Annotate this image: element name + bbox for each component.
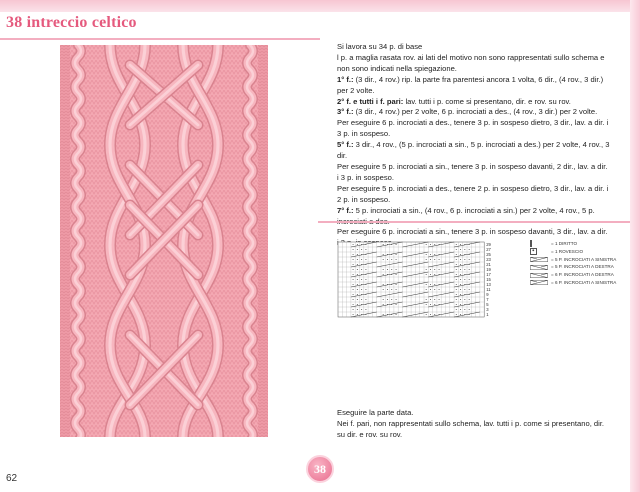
legend-text: = 5 P. INCROCIATI A SINISTRA <box>551 256 617 262</box>
row-label: 1° f.: <box>337 74 356 84</box>
legend-item <box>530 240 616 248</box>
row-text: 5 p. incrociati a sin., (4 rov., 6 p. incrociati a sin.) per 2 volte, 4 rov., 5 p. <box>355 205 595 215</box>
legend-item <box>530 279 616 287</box>
chart-row-number: 9 <box>486 292 489 297</box>
top-decorative-band <box>0 0 640 12</box>
instruction-row <box>337 97 610 108</box>
instructions-text <box>337 42 610 249</box>
cable-5-right-icon <box>530 265 548 270</box>
row-text: Per eseguire 5 p. incrociati a sin., tenere 3 p. in sospeso davanti, 2 dir., lav. a dir. i 3 p. in sospeso. <box>337 161 608 182</box>
page-edge-tint <box>630 0 640 492</box>
chart-row-number: 11 <box>486 287 491 292</box>
pattern-number-badge: 38 <box>306 455 334 483</box>
row-text: Per eseguire 6 p. incrociati a des., tenere 3 p. in sospeso dietro, 3 dir., lav. a dir. i 3 p. in sospeso. <box>337 118 609 139</box>
instruction-row <box>337 162 610 184</box>
page-number: 62 <box>6 473 18 484</box>
row-label: 5° f.: <box>337 140 356 150</box>
instruction-row <box>337 75 610 97</box>
knitting-swatch-photo <box>60 45 268 437</box>
page-title: 38 intreccio celtico <box>6 14 137 31</box>
chart-row-number: 15 <box>486 277 491 282</box>
knitting-chart <box>337 241 497 321</box>
chart-legend <box>530 240 616 287</box>
chart-row-number: 7 <box>486 297 489 302</box>
instruction-row <box>337 107 610 118</box>
chart-row-number: 29 <box>486 242 491 247</box>
chart-row-number: 21 <box>486 262 491 267</box>
section-divider <box>318 221 640 223</box>
instruction-row <box>337 140 610 162</box>
chart-row-number: 19 <box>486 267 491 272</box>
instruction-row <box>337 206 610 228</box>
title-divider <box>0 38 320 40</box>
closing-line-2: Nei f. pari, non rappresentati sullo schema, lav. tutti i p. come si presentano, dir. su dir. e rov. su rov. <box>337 419 605 439</box>
chart-row-number: 13 <box>486 282 491 287</box>
chart-row-number: 5 <box>486 302 489 307</box>
chart-row-number: 1 <box>486 312 489 317</box>
closing-line-1: Eseguire la parte data. <box>337 408 414 417</box>
legend-text: = 6 P. INCROCIATI A SINISTRA <box>551 279 617 285</box>
closing-text <box>337 407 607 440</box>
row-label: 3° f.: <box>337 107 356 117</box>
row-text: (3 dir., 4 rov.) per 2 volte, 6 p. incrociati a des., (4 rov., 3 dir.) per 2 volte. <box>355 107 598 117</box>
row-text: Per eseguire 5 p. incrociati a des., tenere 2 p. in sospeso dietro, 3 dir., lav. a dir. i 2 p. in sospeso. <box>337 183 609 204</box>
instruction-row <box>337 184 610 206</box>
legend-item <box>530 263 616 271</box>
row-text: Per eseguire 6 p. incrociati a sin., tenere 3 p. in sospeso davanti, 3 dir., lav. a dir. <box>337 227 608 237</box>
legend-item <box>530 256 616 264</box>
cable-5-left-icon <box>530 257 548 262</box>
cable-6-left-icon <box>530 280 548 285</box>
cable-6-right-icon <box>530 273 548 278</box>
chart-row-number: 17 <box>486 272 491 277</box>
row-text: lav. tutti i p. come si presentano, dir. e rov. su rov. <box>405 96 571 106</box>
legend-text: = 1 DIRITTO <box>551 241 578 246</box>
row-text: 3 dir., 4 rov., (5 p. incrociati a sin., 5 p. incrociati a des.) per 2 volte, 4 rov., 3 dir. <box>337 140 610 161</box>
legend-text: = 1 ROVESCIO <box>551 248 584 254</box>
general-note: l p. a maglia rasata rov. ai lati del motivo non sono rappresentati sullo schema e non sono indicati nella spiegazione. <box>337 52 605 73</box>
legend-text: = 5 P. INCROCIATI A DESTRA <box>551 264 614 270</box>
dot-square-icon <box>530 248 537 255</box>
instruction-row <box>337 118 610 140</box>
row-text: (3 dir., 4 rov.) rip. la parte fra parentesi ancora 1 volta, 6 dir., (4 rov., 3 dir.) per 2 volte. <box>337 74 604 95</box>
row-label: 2° f. e tutti i f. pari: <box>337 96 406 106</box>
legend-item <box>530 271 616 279</box>
chart-row-number: 27 <box>486 247 491 252</box>
chart-row-number: 25 <box>486 252 491 257</box>
row-label: 7° f.: <box>337 205 356 215</box>
intro-line: Si lavora su 34 p. di base <box>337 42 423 51</box>
legend-text: = 6 P. INCROCIATI A DESTRA <box>551 272 614 278</box>
legend-item <box>530 248 616 256</box>
chart-row-number: 3 <box>486 307 489 312</box>
chart-row-number: 23 <box>486 257 491 262</box>
blank-square-icon <box>530 240 532 247</box>
